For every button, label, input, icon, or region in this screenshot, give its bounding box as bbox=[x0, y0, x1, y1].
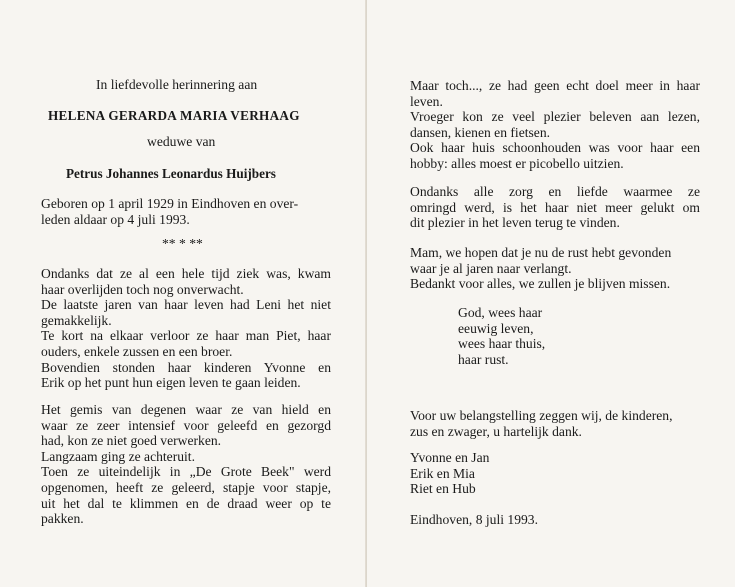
text-line: dansen, kienen en fietsen. bbox=[410, 124, 551, 140]
text-line: Ondanks alle zorg en liefde waarmee ze bbox=[410, 184, 700, 199]
widow-of-label: weduwe van bbox=[147, 134, 216, 149]
prayer-line: eeuwig leven, bbox=[458, 320, 534, 336]
text-line: leven. bbox=[410, 93, 443, 109]
text-line: dit plezier in het leven terug te vinden. bbox=[410, 215, 620, 231]
text-line: Maar toch..., ze had geen echt doel meer in haar bbox=[410, 78, 700, 93]
prayer-line: wees haar thuis, bbox=[458, 336, 546, 352]
text-line: had, kon ze niet goed verwerken. bbox=[41, 433, 222, 449]
thanks-text bbox=[410, 408, 710, 439]
left-paragraph-2 bbox=[41, 402, 331, 527]
left-paragraph-1 bbox=[41, 266, 331, 391]
text-line: Bovendien stonden haar kinderen Yvonne en bbox=[41, 359, 331, 375]
text-line: Ook haar huis schoonhouden was voor haar een bbox=[410, 140, 700, 156]
born-line-2: leden aldaar op 4 juli 1993. bbox=[41, 211, 190, 227]
born-line-1: Geboren op 1 april 1929 in Eindhoven en over- bbox=[41, 196, 299, 211]
text-line: Vroeger kon ze veel plezier beleven aan lezen, bbox=[410, 109, 700, 125]
in-memory-heading: In liefdevolle herinnering aan bbox=[96, 77, 258, 92]
prayer-line: God, wees haar bbox=[458, 305, 543, 320]
signature-line: Riet en Hub bbox=[410, 481, 476, 497]
text-line: Mam, we hopen dat je nu de rust hebt gevonden bbox=[410, 245, 672, 260]
text-line: ouders, enkele zussen en een broer. bbox=[41, 343, 233, 359]
signature-line: Erik en Mia bbox=[410, 465, 475, 481]
right-paragraph-1 bbox=[410, 78, 700, 172]
text-line: Toen ze uiteindelijk in „De Grote Beek" werd bbox=[41, 464, 331, 480]
husband-name: Petrus Johannes Leonardus Huijbers bbox=[66, 166, 276, 181]
separator: ** * ** bbox=[162, 236, 203, 251]
prayer-line: haar rust. bbox=[458, 351, 509, 367]
signatures bbox=[410, 450, 489, 497]
text-line: opgenomen, heeft ze geleerd, stapje voor stapje, bbox=[41, 479, 331, 495]
text-line: Bedankt voor alles, we zullen je blijven missen. bbox=[410, 276, 671, 292]
text-line: waar ze zeer intensief voor geleefd en gezorgd bbox=[41, 417, 331, 433]
text-line: Erik op het punt hun eigen leven te gaan leiden. bbox=[41, 375, 301, 391]
prayer-verse bbox=[458, 305, 545, 367]
text-line: pakken. bbox=[41, 511, 84, 527]
place-date: Eindhoven, 8 juli 1993. bbox=[410, 512, 538, 527]
text-line: Het gemis van degenen waar ze van hield en bbox=[41, 402, 331, 417]
deceased-name: HELENA GERARDA MARIA VERHAAG bbox=[48, 108, 300, 123]
text-line: Ondanks dat ze al een hele tijd ziek was, kwam bbox=[41, 266, 331, 281]
text-line: omringd werd, is het haar niet meer gelukt om bbox=[410, 199, 700, 215]
text-line: Voor uw belangstelling zeggen wij, de kinderen, bbox=[410, 408, 673, 423]
right-paragraph-3 bbox=[410, 245, 710, 292]
birth-death-text bbox=[41, 196, 331, 227]
text-line: hobby: alles moest er picobello uitzien. bbox=[410, 155, 624, 171]
text-line: Te kort na elkaar verloor ze haar man Piet, haar bbox=[41, 328, 331, 344]
text-line: Langzaam ging ze achteruit. bbox=[41, 448, 195, 464]
signature-line: Yvonne en Jan bbox=[410, 450, 490, 465]
text-line: De laatste jaren van haar leven had Leni het niet bbox=[41, 297, 331, 313]
text-line: zus en zwager, u hartelijk dank. bbox=[410, 423, 582, 439]
right-paragraph-2 bbox=[410, 184, 700, 231]
text-line: uit het dal te klimmen en de draad weer op te bbox=[41, 495, 331, 511]
text-line: gemakkelijk. bbox=[41, 312, 112, 328]
text-line: haar overlijden toch nog onverwacht. bbox=[41, 281, 244, 297]
text-line: waar je al jaren naar verlangt. bbox=[410, 260, 572, 276]
